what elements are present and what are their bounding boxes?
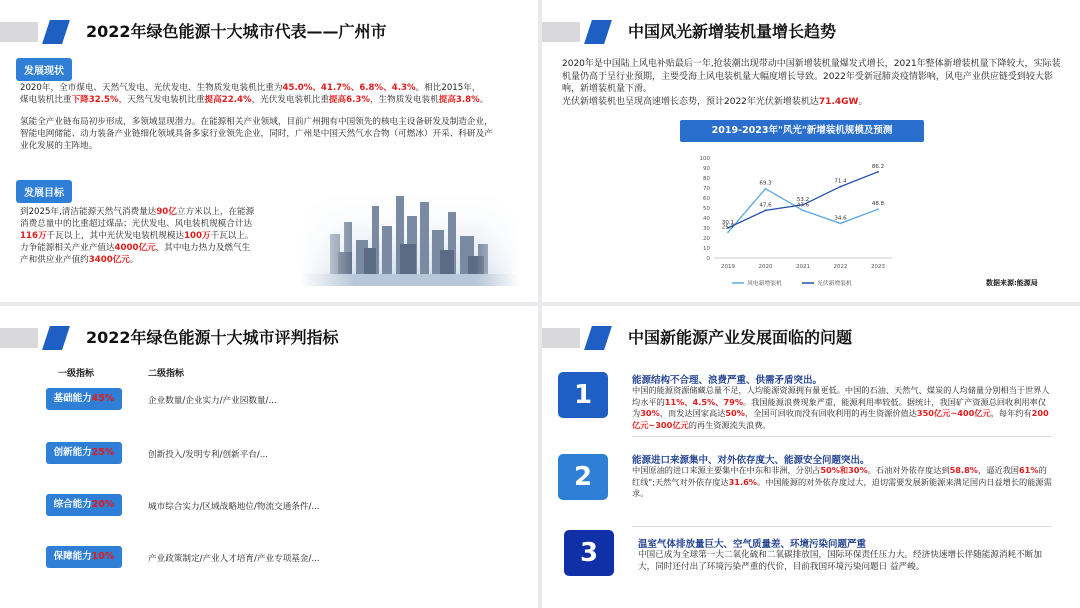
title-tab-blue <box>584 326 612 350</box>
hydrogen-paragraph: 氢能全产业链布局初步形成，多领域显现潜力。在能源相关产业领域，目前广州拥有中国领先的核电主设备研发及制造企业，智能电网储能、动力装备产业链细化领域具备多家行业领先企业，同时，广州是中国天然气水合物（可燃冰）开采、科研及产业化发展的主阵地。 <box>20 117 493 151</box>
indicator-innovation-sub: 创新投入/发明专利/创新平台/... <box>148 450 269 460</box>
slide-title: 2022年绿色能源十大城市代表——广州市 <box>86 22 387 41</box>
slide-guangzhou <box>0 0 538 302</box>
y-tick-label-4: 40 <box>703 216 710 222</box>
slide-title: 中国新能源产业发展面临的问题 <box>628 328 853 347</box>
data-label-0-2: 47.6 <box>796 202 810 209</box>
chart-title: 2019-2023年"风光"新增装机规模及预测 <box>680 120 924 142</box>
title-tab-blue <box>584 20 612 44</box>
x-tick-label-2019: 2019 <box>721 264 735 270</box>
data-source: 数据来源:能源局 <box>986 279 1038 287</box>
data-label-0-3: 34.6 <box>834 215 847 222</box>
installed-capacity-chart <box>692 150 902 300</box>
x-tick-label-2020: 2020 <box>758 264 773 270</box>
indicator-comprehensive: 综合能力20% <box>46 494 122 516</box>
status-paragraph: 2020年，全市煤电、天然气发电、光伏发电、生物质发电装机比重为45.0%、41.7%、6.8%、4.3%。相比2015年， 煤电装机比重下降32.5%，天然气发电装机比重提高22.4%，光伏发电装机比重提高6.3%，生物质发电装机提高3.8%。 <box>20 83 489 105</box>
column-header-secondary: 二级指标 <box>148 369 185 379</box>
indicator-innovation: 创新能力25% <box>46 442 122 464</box>
indicator-basic-sub: 企业数量/企业实力/产业园数量/... <box>148 396 277 406</box>
indicator-guarantee-sub: 产业政策制定/产业人才培育/产业专项基金/... <box>148 554 320 564</box>
title-tab-grey <box>0 22 38 42</box>
data-label-1-0: 30.1 <box>721 219 735 226</box>
slide-problems <box>542 306 1080 608</box>
problem-desc-3: 中国已成为全球第一大二氧化硫和二氧碳排放国，国际环保责任压力大。经济快速增长伴随能源消耗不断加大，同时还付出了环境污染严重的代价，目前我国环境污染问题日 益严峻。 <box>638 550 1042 572</box>
series-1-point-1 <box>765 210 767 212</box>
series-0-point-3 <box>840 223 842 225</box>
y-tick-label-5: 50 <box>703 206 710 212</box>
column-header-primary: 一级指标 <box>58 369 95 379</box>
legend-label-0: 风电新增装机 <box>747 281 782 287</box>
title-tab-grey <box>542 328 580 348</box>
problem-number-2: 2 <box>558 454 608 500</box>
badge-goal: 发展目标 <box>16 180 72 203</box>
goal-paragraph: 到2025年,清洁能源天然气消费量达90亿立方米以上，在能源消费总量中的比重超过煤品；光伏发电、风电装机规模合计达116万千瓦以上，其中光伏发电装机规模达100万千瓦以上。力争能源相关产业产值达4000亿元，其中电力热力及燃气生产和供应业产值约3400亿元。 <box>20 207 255 265</box>
separator-2 <box>632 526 1052 527</box>
series-1-point-3 <box>840 186 842 188</box>
y-tick-label-8: 80 <box>703 176 710 182</box>
data-label-1-3: 71.4 <box>834 178 847 185</box>
problem-title-3: 温室气体排放量巨大、空气质量差、环境污染问题严重 <box>638 539 867 550</box>
series-0-point-4 <box>877 208 879 210</box>
y-tick-label-2: 20 <box>703 236 710 242</box>
problem-number-3: 3 <box>564 530 614 576</box>
data-label-0-4: 48.8 <box>871 201 885 208</box>
y-tick-label-3: 30 <box>703 226 710 232</box>
indicator-guarantee: 保障能力10% <box>46 546 122 568</box>
series-0-point-2 <box>802 210 804 212</box>
data-label-0-1: 69.3 <box>759 180 772 187</box>
chart-legend <box>732 279 852 287</box>
title-tab-grey <box>542 22 580 42</box>
y-tick-label-0: 0 <box>706 256 710 262</box>
city-skyline-image <box>300 186 520 286</box>
x-tick-label-2021: 2021 <box>796 264 810 270</box>
problem-desc-1: 中国的能源资源储藏总量不足，人均能源资源拥有量更低。中国的石油、天然气、煤炭的人均储量分别相当于世界人均水平的11%、4.5%、79%。我国能源浪费现象严重，能源利用率较低。据统计，我国矿产资源总回收利用率仅为30%，而发达国家高达50%，全国可回收而没有回收利用的再生资源价值达350亿元~400亿元，每年约有200亿元~300亿元的再生资源流失浪费。 <box>632 385 1050 430</box>
indicator-basic: 基础能力45% <box>46 388 122 410</box>
slide-indicators <box>0 306 538 608</box>
series-0-point-0 <box>727 231 729 233</box>
y-tick-label-6: 60 <box>703 196 710 202</box>
title-tab-grey <box>0 328 38 348</box>
problem-number-1: 1 <box>558 372 608 418</box>
y-tick-label-10: 100 <box>699 156 710 162</box>
legend-label-1: 光伏新增装机 <box>817 281 852 287</box>
separator-1 <box>632 436 1052 437</box>
problem-desc-2: 中国原油的进口来源主要集中在中东和非洲，分别占50%和30%。石油对外依存度达到58.8%，逼近我国61%的红线";天然气对外依存度达31.6%。中国能源的对外依存度过大，迫切需要发展新能源来满足国内日益增长的能源需求。 <box>632 465 1052 498</box>
badge-status: 发展现状 <box>16 58 72 81</box>
series-0-point-1 <box>765 188 767 190</box>
data-label-1-2: 53.2 <box>796 196 810 203</box>
data-label-1-1: 47.6 <box>759 202 772 209</box>
y-tick-label-7: 70 <box>703 186 710 192</box>
problem-title-1: 能源结构不合理、浪费严重、供需矛盾突出。 <box>632 375 823 386</box>
chart-axes <box>700 156 893 270</box>
indicator-comprehensive-sub: 城市综合实力/区域战略地位/物流交通条件/... <box>148 502 320 512</box>
title-tab-blue <box>42 20 70 44</box>
series-1-point-4 <box>877 171 879 173</box>
problem-title-2: 能源进口来源集中、对外依存度大、能源安全问题突出。 <box>632 455 870 466</box>
x-tick-label-2022: 2022 <box>833 264 848 270</box>
chart-labels <box>722 164 885 231</box>
title-tab-blue <box>42 326 70 350</box>
x-tick-label-2023: 2023 <box>871 264 885 270</box>
y-tick-label-9: 90 <box>703 166 710 172</box>
data-label-0-0: 25.7 <box>721 224 735 231</box>
data-label-1-4: 86.2 <box>871 163 885 170</box>
trend-paragraph: 2020年是中国陆上风电补贴最后一年,抢装潮出现带动中国新增装机量爆发式增长，2021年整体新增装机量下降较大，实际装机量仍高于呈行业预期，主要受海上风电装机量大幅度增长导致。2022年受新冠肺炎疫情影响，风电产业供应链受到较大影响，新增装机量下滑。 光伏新增装机也呈现高速增长态势，预计2022年光伏新增装机达71.4GW。 <box>562 59 1061 107</box>
y-tick-label-1: 10 <box>703 246 710 252</box>
slide-wind-solar <box>542 0 1080 302</box>
slide-title: 2022年绿色能源十大城市评判指标 <box>86 328 339 347</box>
slide-title: 中国风光新增装机量增长趋势 <box>628 22 837 41</box>
